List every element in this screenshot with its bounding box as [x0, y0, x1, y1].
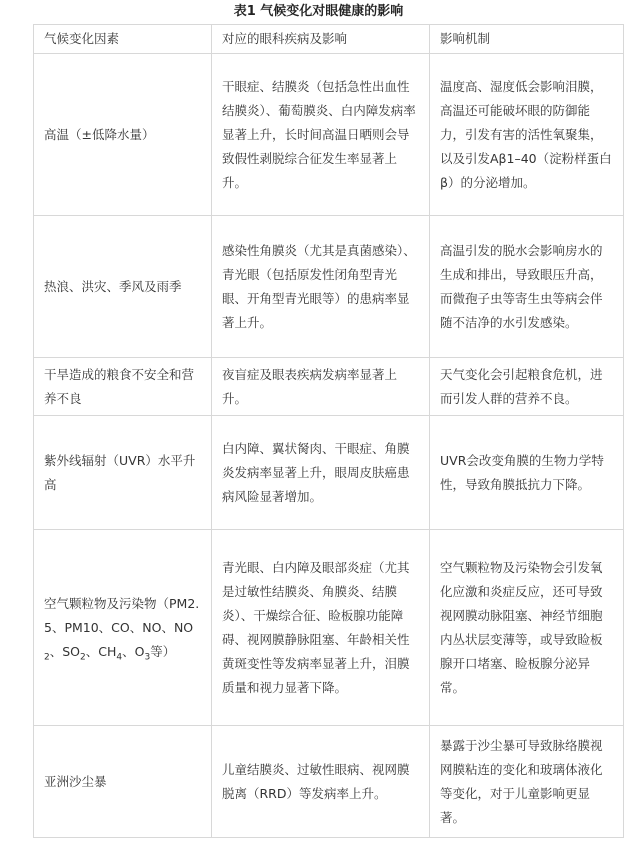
- table-row: [34, 216, 624, 358]
- table-row: [34, 416, 624, 530]
- factor-text: 等）: [150, 643, 176, 659]
- table-caption: 表1 气候变化对眼健康的影响: [233, 4, 404, 19]
- mechanism-cell: 空气颗粒物及污染物会引发氧化应激和炎症反应，还可导致视网膜动脉阻塞、神经节细胞内丛状层变薄等，或导致睑板腺开口堵塞、睑板腺分泌异常。: [430, 530, 624, 726]
- factor-text: 、O: [122, 643, 145, 659]
- disease-cell: 青光眼、白内障及眼部炎症（尤其是过敏性结膜炎、角膜炎、结膜炎）、干燥综合征、睑板腺功能障碍、视网膜静脉阻塞、年龄相关性黄斑变性等发病率显著上升，泪膜质量和视力显著下降。: [212, 530, 430, 726]
- table-header-row: [34, 25, 624, 54]
- factor-cell: 热浪、洪灾、季风及雨季: [34, 216, 212, 358]
- mechanism-cell: UVR会改变角膜的生物力学特性，导致角膜抵抗力下降。: [430, 416, 624, 530]
- disease-cell: 干眼症、结膜炎（包括急性出血性结膜炎）、葡萄膜炎、白内障发病率显著上升，长时间高温日晒则会导致假性剥脱综合征发生率显著上升。: [212, 54, 430, 216]
- factor-text: 、SO: [49, 643, 81, 659]
- factor-cell: 紫外线辐射（UVR）水平升高: [34, 416, 212, 530]
- mechanism-cell: 暴露于沙尘暴可导致脉络膜视网膜粘连的变化和玻璃体液化等变化，对于儿童影响更显著。: [430, 726, 624, 838]
- factor-cell: [34, 530, 212, 726]
- factor-text: 空气颗粒物及污染物（PM2.5、PM10、CO、NO、NO: [44, 595, 200, 635]
- header-mechanism: 影响机制: [430, 25, 624, 54]
- disease-cell: 夜盲症及眼表疾病发病率显著上升。: [212, 358, 430, 416]
- table-row: [34, 358, 624, 416]
- subscript: 4: [116, 652, 123, 662]
- subscript: 2: [44, 652, 50, 662]
- mechanism-cell: 温度高、湿度低会影响泪膜，高温还可能破坏眼的防御能力，引发有害的活性氧聚集，以及引发Aβ1–40（淀粉样蛋白 β）的分泌增加。: [430, 54, 624, 216]
- disease-cell: 感染性角膜炎（尤其是真菌感染）、青光眼（包括原发性闭角型青光眼、开角型青光眼等）的患病率显著上升。: [212, 216, 430, 358]
- mechanism-cell: 天气变化会引起粮食危机，进而引发人群的营养不良。: [430, 358, 624, 416]
- table-row: [34, 54, 624, 216]
- subscript: 2: [80, 652, 86, 662]
- subscript: 3: [144, 652, 151, 662]
- factor-cell: 高温（±低降水量）: [34, 54, 212, 216]
- header-factor: 气候变化因素: [34, 25, 212, 54]
- mechanism-cell: 高温引发的脱水会影响房水的生成和排出，导致眼压升高，而微孢子虫等寄生虫等病会伴随不洁净的水引发感染。: [430, 216, 624, 358]
- climate-eye-health-table: [33, 24, 624, 838]
- factor-text: 、CH: [85, 643, 117, 659]
- disease-cell: 儿童结膜炎、过敏性眼病、视网膜脱离（RRD）等发病率上升。: [212, 726, 430, 838]
- table-row: [34, 530, 624, 726]
- factor-cell: 亚洲沙尘暴: [34, 726, 212, 838]
- header-disease: 对应的眼科疾病及影响: [212, 25, 430, 54]
- factor-cell: 干旱造成的粮食不安全和营养不良: [34, 358, 212, 416]
- table-row: [34, 726, 624, 838]
- disease-cell: 白内障、翼状胬肉、干眼症、角膜炎发病率显著上升，眼周皮肤癌患病风险显著增加。: [212, 416, 430, 530]
